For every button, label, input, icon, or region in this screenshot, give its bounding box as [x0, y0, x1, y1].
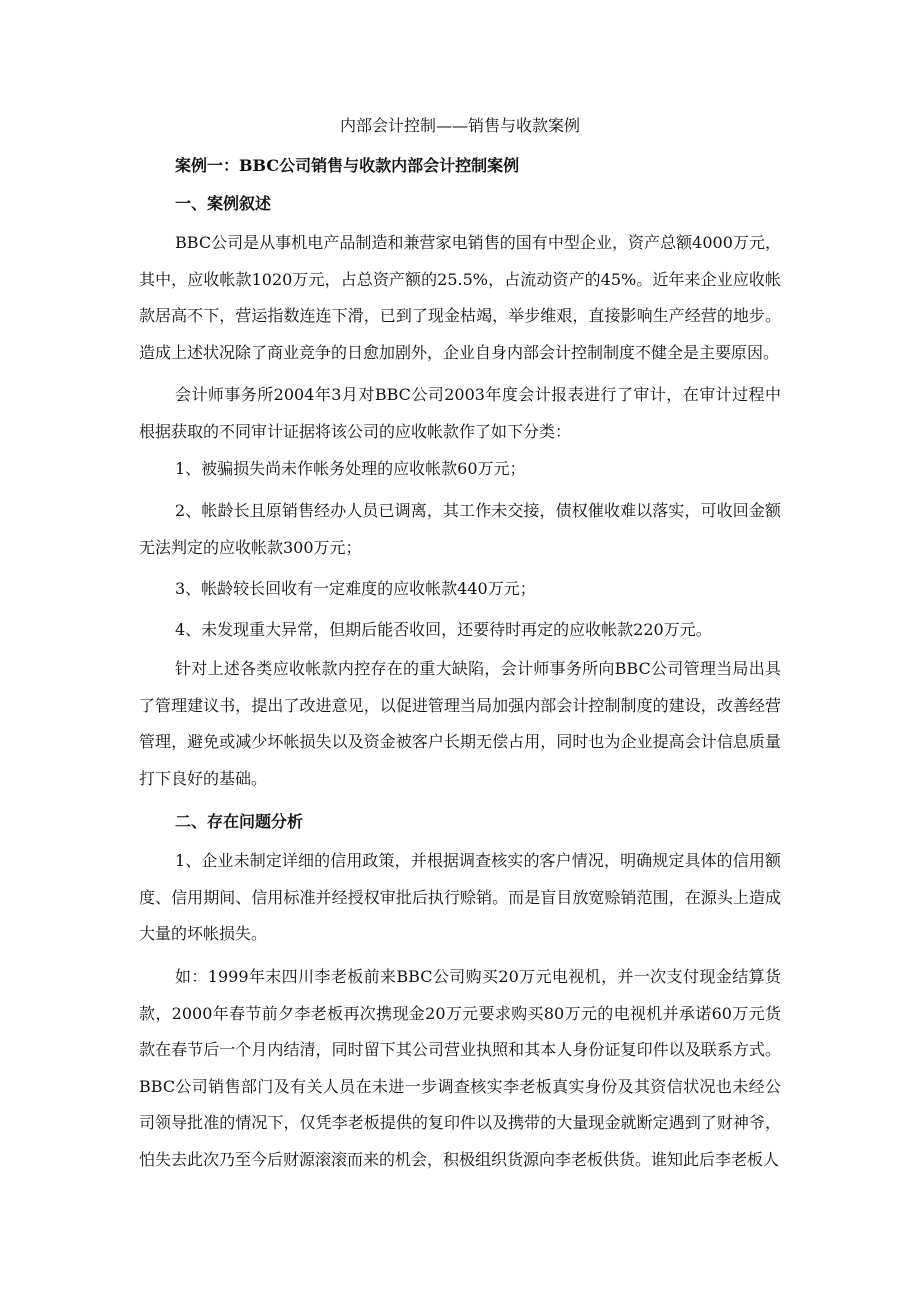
paragraph-company-background: BBC公司是从事机电产品制造和兼营家电销售的国有中型企业，资产总额4000万元，其中，应收帐款1020万元，占总资产额的25.5%，占流动资产的45%。近年来企业应收帐款居高不下，营运指数连连下滑，已到了现金枯竭，举步维艰，直接影响生产经营的地步。造成上述状况除了商业竞争的日愈加剧外，企业自身内部会计控制制度不健全是主要原因。	[139, 233, 781, 362]
list-item-pending: 4、未发现重大异常，但期后能否收回，还要待时再定的应收帐款220万元。	[175, 620, 712, 639]
list-item-aged-receivables: 2、帐龄长且原销售经办人员已调离，其工作未交接，债权催收难以落实，可收回金额无法判定的应收帐款300万元；	[139, 501, 781, 557]
list-item-fraud-loss: 1、被骗损失尚未作帐务处理的应收帐款60万元；	[175, 459, 526, 478]
paragraph-example: 如：1999年末四川李老板前来BBC公司购买20万元电视机，并一次支付现金结算货款，2000年春节前夕李老板再次携现金20万元要求购买80万元的电视机并承诺60万元货款在春节后一个月内结清，同时留下其公司营业执照和其本人身份证复印件以及联系方式。BBC公司销售部门及有关人员在未进一步调查核实李老板真实身份及其资信状况也未经公司领导批准的情况下，仅凭李老板提供的复印件以及携带的大量现金就断定遇到了财神爷，怕失去此次乃至今后财源滚滚而来的机会，积极组织货源向李老板供货。谁知此后李老板人	[139, 967, 781, 1169]
document-title: 内部会计控制——销售与收款案例	[339, 116, 580, 135]
paragraph-audit-classification: 会计师事务所2004年3月对BBC公司2003年度会计报表进行了审计，在审计过程中根据获取的不同审计证据将该公司的应收帐款作了如下分类：	[139, 385, 781, 441]
section-heading-problem-analysis: 二、存在问题分析	[175, 812, 304, 831]
case-heading: 案例一：BBC公司销售与收款内部会计控制案例	[175, 156, 520, 175]
paragraph-credit-policy: 1、企业未制定详细的信用政策，并根据调查核实的客户情况，明确规定具体的信用额度、信用期间、信用标准并经授权审批后执行赊销。而是盲目放宽赊销范围，在源头上造成大量的坏帐损失。	[139, 851, 781, 943]
paragraph-management-letter: 针对上述各类应收帐款内控存在的重大缺陷，会计师事务所向BBC公司管理当局出具了管理建议书，提出了改进意见，以促进管理当局加强内部会计控制制度的建设，改善经营管理，避免或减少坏帐损失以及资金被客户长期无偿占用，同时也为企业提高会计信息质量打下良好的基础。	[139, 659, 781, 788]
list-item-difficult-recovery: 3、帐龄较长回收有一定难度的应收帐款440万元；	[175, 579, 536, 598]
section-heading-case-narrative: 一、案例叙述	[175, 194, 272, 213]
